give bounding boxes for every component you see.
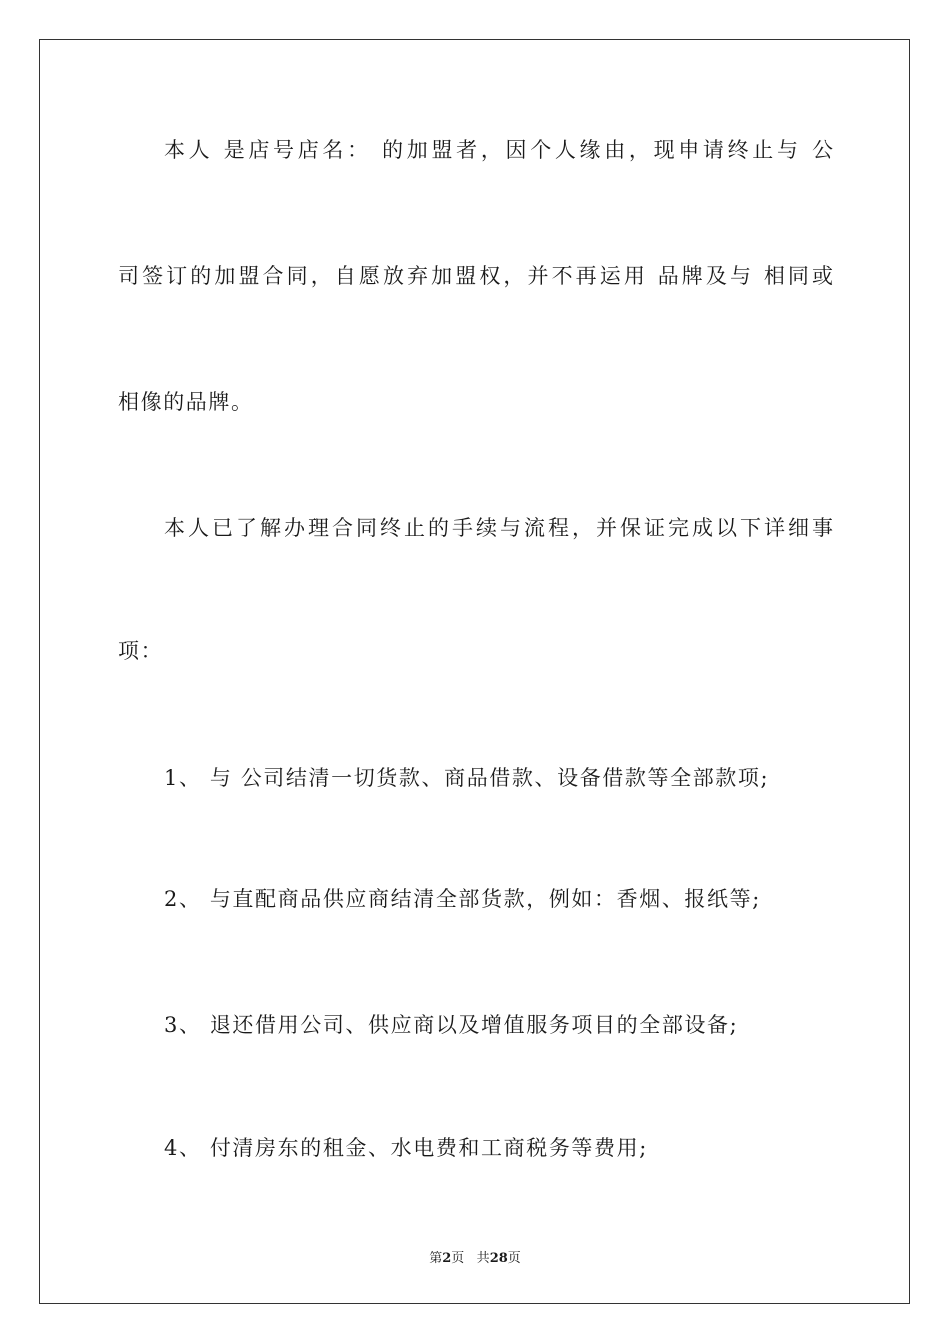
list-item-3: 3、 退还借用公司、供应商以及增值服务项目的全部设备; — [164, 1013, 739, 1037]
list-item-4: 4、 付清房东的租金、水电费和工商税务等费用; — [164, 1136, 648, 1160]
list-item-1: 1、 与 公司结清一切货款、商品借款、设备借款等全部款项; — [164, 766, 770, 790]
footer-prefix: 第 — [429, 1251, 443, 1266]
footer-total-unit: 页 — [507, 1251, 521, 1266]
footer-page-unit: 页 — [451, 1251, 465, 1266]
paragraph-1-line-2: 司签订的加盟合同，自愿放弃加盟权，并不再运用 品牌及与 相同或 — [118, 264, 833, 288]
page-frame — [39, 39, 910, 1304]
footer-current-page: 2 — [442, 1251, 452, 1266]
list-item-2: 2、 与直配商品供应商结清全部货款，例如：香烟、报纸等; — [164, 887, 761, 911]
footer-total-prefix: 共 — [476, 1251, 490, 1266]
paragraph-2-line-1: 本人已了解办理合同终止的手续与流程，并保证完成以下详细事 — [164, 516, 833, 540]
paragraph-1-line-1: 本人 是店号店名： 的加盟者，因个人缘由，现申请终止与 公 — [164, 138, 833, 162]
paragraph-2-line-2: 项： — [118, 639, 164, 663]
paragraph-1-line-3: 相像的品牌。 — [118, 390, 254, 414]
page-footer — [0, 1247, 950, 1266]
footer-total-pages: 28 — [489, 1251, 508, 1266]
